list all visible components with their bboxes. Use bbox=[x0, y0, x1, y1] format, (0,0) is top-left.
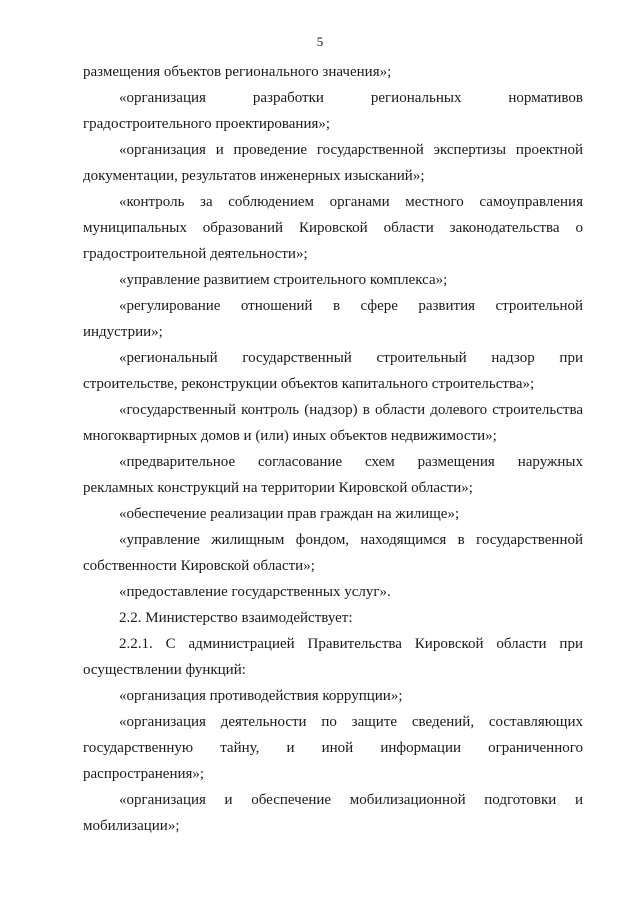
text-line: «управление развитием строительного комплекса»; bbox=[119, 272, 448, 288]
text-line: «организация разработки региональных нормативов bbox=[119, 90, 583, 106]
text-line: «предоставление государственных услуг». bbox=[119, 584, 391, 600]
text-line: 2.2. Министерство взаимодействует: bbox=[119, 610, 353, 626]
text-line: «организация и обеспечение мобилизационной подготовки и bbox=[119, 792, 583, 808]
text-line: «региональный государственный строительный надзор при bbox=[119, 350, 583, 366]
text-line: строительстве, реконструкции объектов капитального строительства»; bbox=[83, 376, 535, 392]
page-number: 5 bbox=[316, 34, 324, 49]
text-line: многоквартирных домов и (или) иных объектов недвижимости»; bbox=[83, 428, 497, 444]
text-line: «предварительное согласование схем размещения наружных bbox=[119, 454, 583, 470]
text-line: мобилизации»; bbox=[83, 818, 180, 834]
text-line: «регулирование отношений в сфере развития строительной bbox=[119, 298, 583, 314]
text-line: «организация и проведение государственной экспертизы проектной bbox=[119, 142, 583, 158]
text-line: документации, результатов инженерных изысканий»; bbox=[83, 168, 425, 184]
text-line: распространения»; bbox=[83, 766, 205, 782]
text-line: градостроительной деятельности»; bbox=[83, 246, 308, 262]
text-line: «организация деятельности по защите сведений, составляющих bbox=[119, 714, 583, 730]
text-line: градостроительного проектирования»; bbox=[83, 116, 331, 132]
text-line: «контроль за соблюдением органами местного самоуправления bbox=[119, 194, 583, 210]
text-line: «обеспечение реализации прав граждан на жилище»; bbox=[119, 506, 460, 522]
text-line: 2.2.1. С администрацией Правительства Кировской области при bbox=[119, 636, 583, 652]
text-line: муниципальных образований Кировской области законодательства о bbox=[83, 220, 583, 236]
text-line: «организация противодействия коррупции»; bbox=[119, 688, 403, 704]
text-line: индустрии»; bbox=[83, 324, 163, 340]
text-line: государственную тайну, и иной информации ограниченного bbox=[83, 740, 583, 756]
text-line: «управление жилищным фондом, находящимся в государственной bbox=[119, 532, 583, 548]
document-body bbox=[83, 59, 583, 839]
text-line: «государственный контроль (надзор) в области долевого строительства bbox=[119, 402, 583, 418]
text-line: рекламных конструкций на территории Кировской области»; bbox=[83, 480, 473, 496]
text-line: размещения объектов регионального значения»; bbox=[83, 64, 392, 80]
text-line: осуществлении функций: bbox=[83, 662, 246, 678]
text-line: собственности Кировской области»; bbox=[83, 558, 315, 574]
